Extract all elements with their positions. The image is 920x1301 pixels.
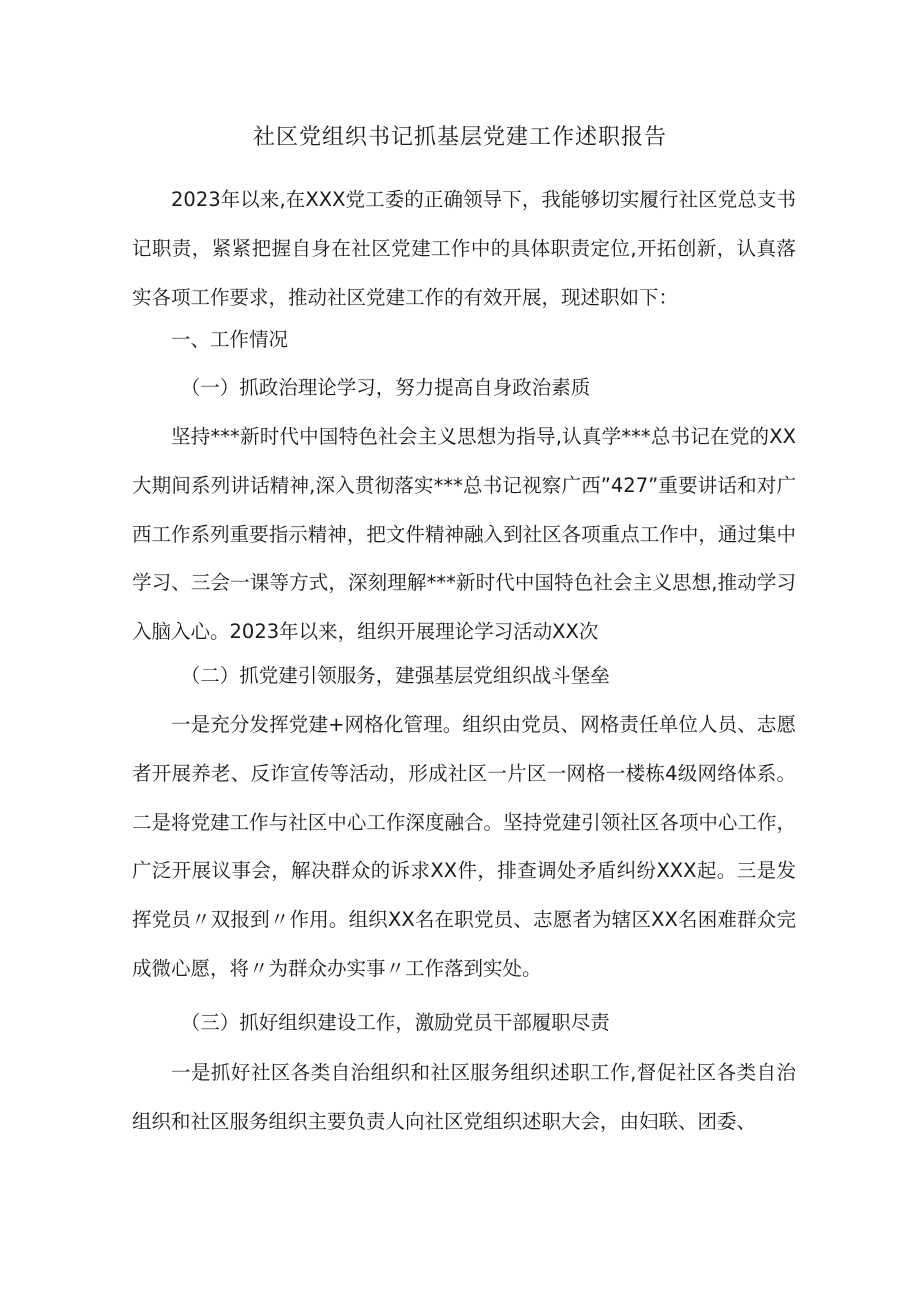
section-heading-work-status: 一、工作情况 — [171, 328, 289, 351]
intro-paragraph: 2023年以来,在XXX党工委的正确领导下，我能够切实履行社区党总支书记职责，紧紧把握自身在社区党建工作中的具体职责定位,开拓创新，认真落实各项工作要求，推动社区党建工作的有效开展，现述职如下： — [132, 188, 796, 309]
document-title: 社区党组织书记抓基层党建工作述职报告 — [252, 125, 667, 150]
subsection-heading-political-study: （一）抓政治理论学习，努力提高自身政治素质 — [180, 376, 591, 399]
subsection-heading-organization-building: （三）抓好组织建设工作，激励党员干部履职尽责 — [180, 1011, 610, 1034]
subsection-body-organization-building: 一是抓好社区各类自治组织和社区服务组织述职工作,督促社区各类自治组织和社区服务组织主要负责人向社区党组织述职大会，由妇联、团委、 — [132, 1061, 796, 1133]
subsection-heading-party-building-service: （二）抓党建引领服务，建强基层党组织战斗堡垒 — [180, 664, 610, 687]
subsection-body-party-building-service: 一是充分发挥党建+网格化管理。组织由党员、网格责任单位人员、志愿者开展养老、反诈宣传等活动，形成社区一片区一网格一楼栋4级网络体系。二是将党建工作与社区中心工作深度融合。坚持党建引领社区各项中心工作，广泛开展议事会，解决群众的诉求XX件，排查调处矛盾纠纷XXX起。三是发挥党员〃双报到〃作用。组织XX名在职党员、志愿者为辖区XX名困难群众完成微心愿，将〃为群众办实事〃工作落到实处。 — [132, 713, 796, 980]
subsection-body-political-study: 坚持***新时代中国特色社会主义思想为指导,认真学***总书记在党的XX大期间系列讲话精神,深入贯彻落实***总书记视察广西”427”重要讲话和对广西工作系列重要指示精神，把文件精神融入到社区各项重点工作中，通过集中学习、三会一课等方式，深刻理解***新时代中国特色社会主义思想,推动学习入脑入心。2023年以来，组织开展理论学习活动XX次 — [132, 425, 796, 644]
